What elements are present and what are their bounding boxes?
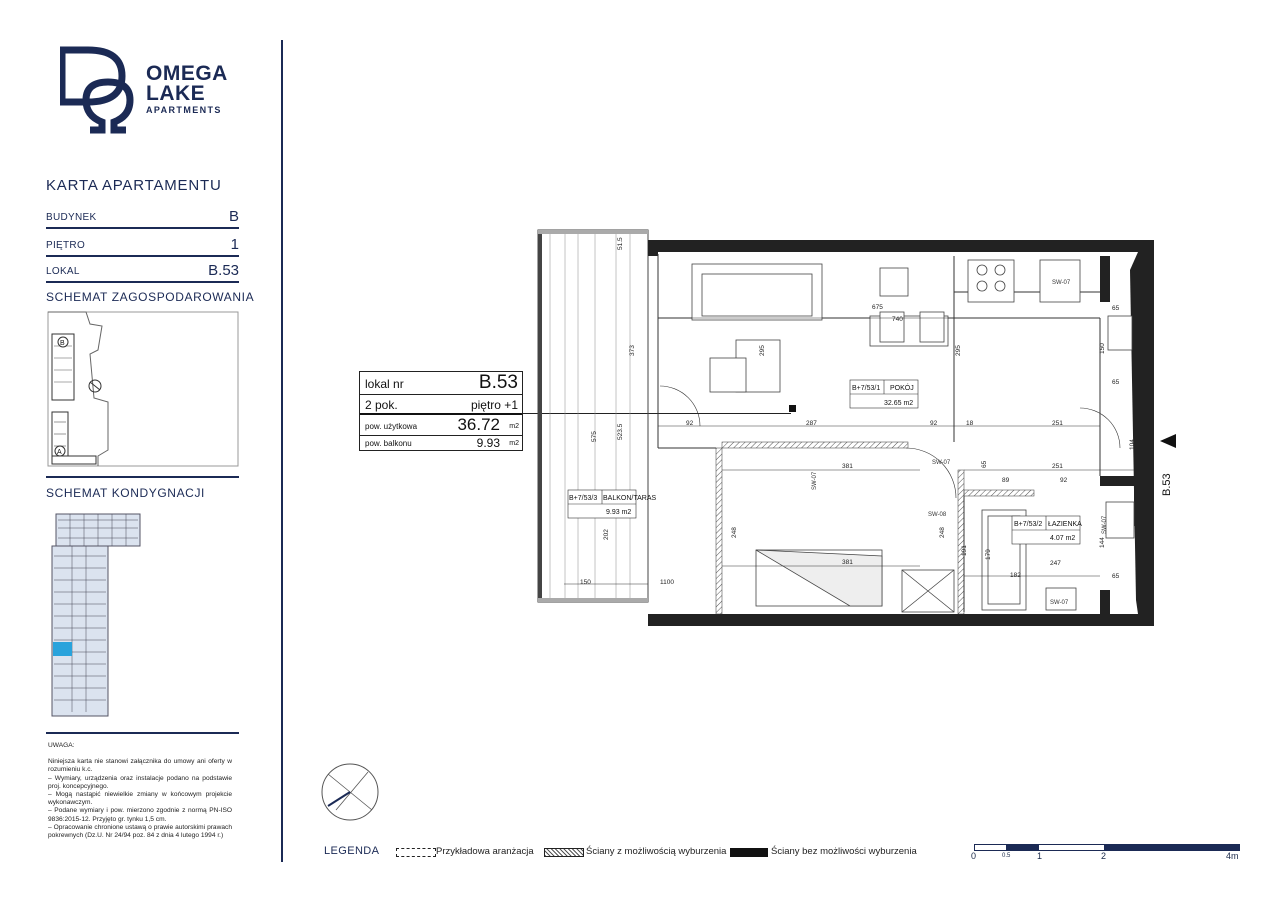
divider <box>46 732 239 734</box>
unit-table <box>359 371 523 451</box>
floor-plan <box>520 220 1180 640</box>
legend-swatch-hatched <box>544 848 584 857</box>
usable-area-label: pow. użytkowa <box>365 422 418 431</box>
unit-entry-marker <box>1160 434 1176 496</box>
dimension-label: 295 <box>759 345 766 356</box>
unit-highlight <box>53 642 72 656</box>
dimension-label: 51.5 <box>617 237 624 250</box>
room-label-lazienka <box>1012 516 1082 544</box>
dimension-label: 575 <box>591 431 598 442</box>
dimension-label: 70 <box>1112 477 1120 484</box>
scale-bar <box>971 844 1240 868</box>
scale-tick: 0.5 <box>1002 853 1011 859</box>
north-compass-icon <box>318 760 382 824</box>
wall-tag: SW-07 <box>812 471 818 490</box>
logo-word-lake: LAKE <box>146 82 206 105</box>
note-line: – Mogą nastąpić niewielkie zmiany w końcowym projekcie wykonawczym. <box>48 791 232 807</box>
room-area: 9.93 m2 <box>606 509 632 516</box>
floor-label: PIĘTRO <box>46 240 86 251</box>
dimension-label: 523.5 <box>617 423 624 440</box>
note-line: – Wymiary, urządzenia oraz instalacje podano na podstawie proj. koncepcyjnego. <box>48 774 232 790</box>
logo-word-apartments: APARTMENTS <box>146 105 222 115</box>
dimension-label: 92 <box>930 420 938 427</box>
building-label: BUDYNEK <box>46 212 97 223</box>
legend-swatch-dashed <box>396 848 436 857</box>
dimension-label: 191 <box>961 545 968 556</box>
usable-area-unit: m2 <box>509 423 519 430</box>
dimension-label: 740 <box>892 316 903 323</box>
room-code: B+7/53/3 <box>569 495 598 502</box>
dimension-label: 381 <box>842 463 853 470</box>
dimension-label: 144 <box>1099 537 1106 548</box>
wall-tag: SW-08 <box>928 512 947 518</box>
sidebar-divider <box>281 40 283 862</box>
usable-area-value: 36.72 <box>457 415 500 434</box>
room-area: 32.65 m2 <box>884 400 914 407</box>
row-unit <box>46 255 239 283</box>
note-line: Niniejsza karta nie stanowi załącznika do umowy ani oferty w rozumieniu k.c. <box>48 758 232 774</box>
dimension-label: 89 <box>1002 477 1010 484</box>
legend-label: Ściany z możliwością wyburzenia <box>586 846 727 857</box>
floor-plan-title: SCHEMAT KONDYGNACJI <box>46 486 205 500</box>
room-area: 4.07 m2 <box>1050 535 1076 542</box>
dimension-label: 247 <box>1050 560 1061 567</box>
floor-number: piętro +1 <box>470 398 518 412</box>
dimension-label: 65 <box>1112 379 1120 386</box>
site-plan-diagram <box>46 310 240 468</box>
lokal-label: lokal nr <box>365 377 404 391</box>
site-label-b: B <box>60 340 65 347</box>
row-floor <box>46 229 239 257</box>
lokal-value: B.53 <box>478 372 518 393</box>
wall-tag: SW-07 <box>1050 600 1069 606</box>
legend-label: Przykładowa aranżacja <box>436 846 534 857</box>
unit-label: LOKAL <box>46 266 80 277</box>
note-line: – Opracowanie chronione ustawą o prawie autorskimi prawach pokrewnych (Dz.U. Nr 24/94 poz. 84 z dnia 4 lutego 1994 r.) <box>48 823 232 840</box>
dimension-label: 18 <box>966 420 974 427</box>
dimension-label: 1100 <box>660 579 674 586</box>
scale-tick: 1 <box>1037 851 1043 861</box>
wall-tag: SW-07 <box>932 460 951 466</box>
row-building <box>46 201 239 229</box>
dimension-label: 675 <box>872 304 883 311</box>
dimension-label: 381 <box>842 559 853 566</box>
wall-tag: SW-07 <box>1102 515 1108 534</box>
unit-marker-label: B.53 <box>1161 473 1173 496</box>
scale-tick: 4m <box>1226 851 1239 861</box>
dimension-label: 65 <box>1112 305 1120 312</box>
legend-label: Ściany bez możliwości wyburzenia <box>771 846 917 857</box>
dimension-label: 295 <box>955 345 962 356</box>
room-code: B+7/53/2 <box>1014 521 1043 528</box>
logo-word-omega: OMEGA <box>146 62 228 85</box>
balcony-area <box>538 230 648 602</box>
dimension-label: 202 <box>603 529 610 540</box>
scale-tick: 2 <box>1101 851 1107 861</box>
rooms-count: 2 pok. <box>365 398 398 412</box>
dimension-label: 251 <box>1052 420 1063 427</box>
floor-plan-schematic <box>50 512 142 718</box>
dimension-label: 373 <box>629 345 636 356</box>
note-line: – Podane wymiary i pow. mierzono zgodnie z normą PN-ISO 9836:2015-12. Przyjęto gr. tynku 1,5 cm. <box>48 807 232 823</box>
room-code: B+7/53/1 <box>852 385 881 392</box>
dimension-label: 179 <box>985 549 992 560</box>
room-name: ŁAZIENKA <box>1048 521 1082 528</box>
site-plan-title: SCHEMAT ZAGOSPODAROWANIA <box>46 290 255 304</box>
building-value: B <box>228 208 239 225</box>
dimension-label: 287 <box>806 420 817 427</box>
dimension-label: 65 <box>981 460 988 468</box>
legend <box>324 844 924 860</box>
sample-furniture <box>692 260 1134 612</box>
unit-value: B.53 <box>208 262 239 279</box>
notes <box>48 742 232 840</box>
balcony-area-label: pow. balkonu <box>365 439 412 448</box>
dimension-label: 104 <box>1129 439 1136 450</box>
room-name: BALKON/TARAS <box>603 495 657 502</box>
room-name: POKÓJ <box>890 385 914 392</box>
dimension-label: 251 <box>1052 463 1063 470</box>
wall-tag: SW-07 <box>1052 280 1071 286</box>
dimension-label: 150 <box>580 579 591 586</box>
dimension-label: 182 <box>1010 572 1021 579</box>
dimension-label: 92 <box>686 420 694 427</box>
omega-lake-logo <box>60 46 240 136</box>
dimension-label: 150 <box>1099 343 1106 354</box>
dimension-label: 248 <box>731 527 738 538</box>
legend-swatch-solid <box>730 848 768 857</box>
balcony-area-value: 9.93 <box>476 436 500 450</box>
dimension-label: 248 <box>939 527 946 538</box>
legend-title: LEGENDA <box>324 845 380 857</box>
site-label-a: A <box>57 449 62 456</box>
room-label-pokoj <box>850 380 918 408</box>
dimension-label: 65 <box>1112 573 1120 580</box>
notes-heading: UWAGA: <box>48 742 75 749</box>
scale-tick: 0 <box>971 851 977 861</box>
balcony-area-unit: m2 <box>509 440 519 447</box>
floor-value: 1 <box>230 236 239 253</box>
divider <box>46 476 239 478</box>
room-label-balkon <box>568 490 656 518</box>
card-title: KARTA APARTAMENTU <box>46 177 222 194</box>
dimension-label: 92 <box>1060 477 1068 484</box>
